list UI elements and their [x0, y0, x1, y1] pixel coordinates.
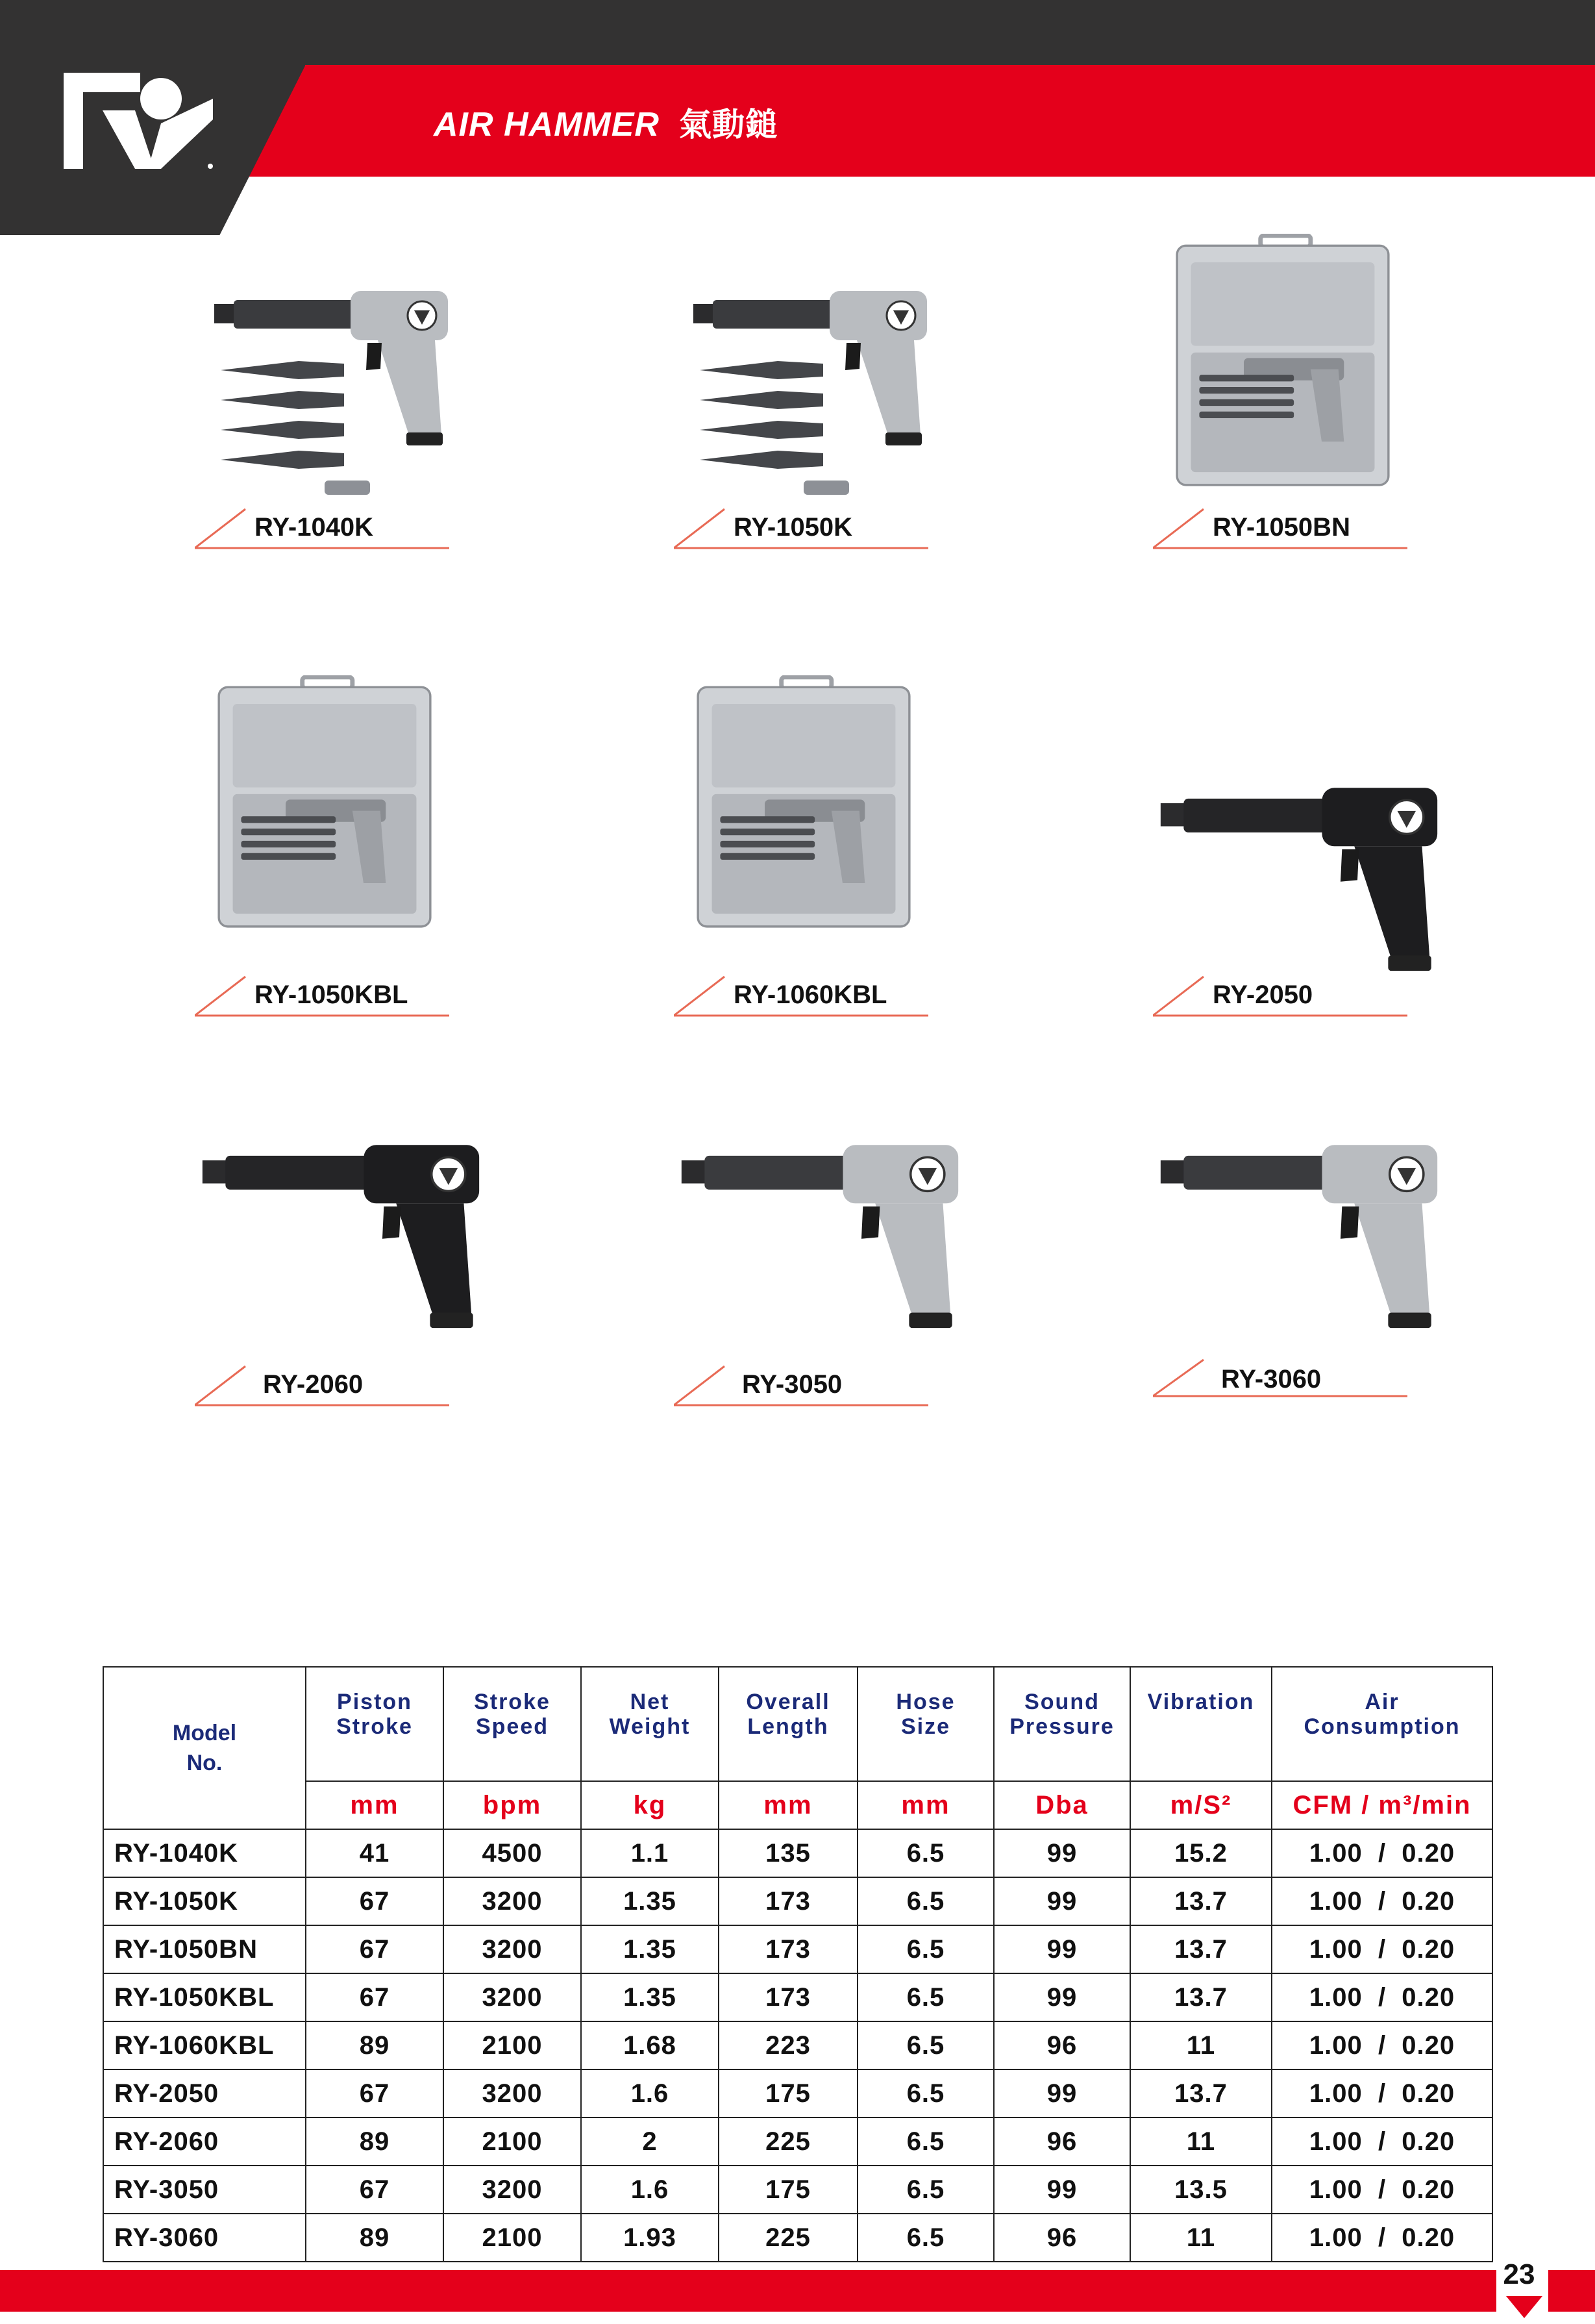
product-model-label: RY-3060 — [1221, 1365, 1322, 1393]
value-cell: 13.5 — [1130, 2166, 1272, 2214]
value-cell: 1.00 / 0.20 — [1272, 2069, 1492, 2118]
column-header: Sound Pressure — [994, 1667, 1130, 1781]
column-header: Piston Stroke — [306, 1667, 443, 1781]
value-cell: 89 — [306, 2021, 443, 2069]
page-number: 23 — [1503, 2258, 1535, 2290]
spec-table — [103, 1666, 1493, 2262]
unit-header: kg — [581, 1781, 719, 1829]
model-cell: RY-2060 — [103, 2118, 306, 2166]
value-cell: 11 — [1130, 2214, 1272, 2262]
page-arrow-icon — [1506, 2296, 1542, 2318]
model-cell: RY-1050K — [103, 1877, 306, 1925]
product-model-label: RY-1050K — [734, 513, 853, 542]
model-cell: RY-3050 — [103, 2166, 306, 2214]
value-cell: 225 — [719, 2214, 858, 2262]
product-model-label: RY-3050 — [742, 1370, 843, 1399]
unit-header: bpm — [443, 1781, 581, 1829]
value-cell: 135 — [719, 1829, 858, 1877]
unit-header: mm — [306, 1781, 443, 1829]
value-cell: 89 — [306, 2118, 443, 2166]
value-cell: 3200 — [443, 1877, 581, 1925]
product-image — [674, 1123, 966, 1331]
product-image — [208, 273, 480, 506]
value-cell: 13.7 — [1130, 2069, 1272, 2118]
value-cell: 96 — [994, 2118, 1130, 2166]
value-cell: 1.93 — [581, 2214, 719, 2262]
value-cell: 6.5 — [858, 2166, 994, 2214]
column-header: Overall Length — [719, 1667, 858, 1781]
value-cell: 1.00 / 0.20 — [1272, 1925, 1492, 1973]
unit-header: mm — [719, 1781, 858, 1829]
value-cell: 1.00 / 0.20 — [1272, 2166, 1492, 2214]
product-image — [195, 1123, 487, 1331]
value-cell: 3200 — [443, 2069, 581, 2118]
product-model-label: RY-1060KBL — [734, 981, 887, 1009]
value-cell: 1.00 / 0.20 — [1272, 2214, 1492, 2262]
value-cell: 1.00 / 0.20 — [1272, 2118, 1492, 2166]
value-cell: 1.35 — [581, 1973, 719, 2021]
model-cell: RY-3060 — [103, 2214, 306, 2262]
value-cell: 1.6 — [581, 2166, 719, 2214]
value-cell: 99 — [994, 1973, 1130, 2021]
column-header: Vibration — [1130, 1667, 1272, 1781]
unit-header: m/S² — [1130, 1781, 1272, 1829]
value-cell: 2100 — [443, 2021, 581, 2069]
value-cell: 223 — [719, 2021, 858, 2069]
value-cell: 13.7 — [1130, 1877, 1272, 1925]
model-cell: RY-1040K — [103, 1829, 306, 1877]
unit-header: Dba — [994, 1781, 1130, 1829]
value-cell: 6.5 — [858, 2214, 994, 2262]
value-cell: 11 — [1130, 2021, 1272, 2069]
value-cell: 6.5 — [858, 1877, 994, 1925]
value-cell: 41 — [306, 1829, 443, 1877]
column-header: Net Weight — [581, 1667, 719, 1781]
value-cell: 173 — [719, 1925, 858, 1973]
value-cell: 2100 — [443, 2118, 581, 2166]
table-row — [103, 1925, 1492, 1973]
value-cell: 67 — [306, 1877, 443, 1925]
product-image — [208, 675, 441, 935]
value-cell: 1.00 / 0.20 — [1272, 2021, 1492, 2069]
value-cell: 1.35 — [581, 1877, 719, 1925]
value-cell: 99 — [994, 2069, 1130, 2118]
footer-band — [0, 2270, 1595, 2312]
table-row — [103, 1829, 1492, 1877]
table-row — [103, 1877, 1492, 1925]
value-cell: 6.5 — [858, 2118, 994, 2166]
value-cell: 99 — [994, 2166, 1130, 2214]
value-cell: 173 — [719, 1973, 858, 2021]
table-row — [103, 2166, 1492, 2214]
column-header: Air Consumption — [1272, 1667, 1492, 1781]
value-cell: 15.2 — [1130, 1829, 1272, 1877]
value-cell: 1.00 / 0.20 — [1272, 1973, 1492, 2021]
value-cell: 13.7 — [1130, 1973, 1272, 2021]
value-cell: 173 — [719, 1877, 858, 1925]
value-cell: 4500 — [443, 1829, 581, 1877]
value-cell: 1.1 — [581, 1829, 719, 1877]
value-cell: 1.6 — [581, 2069, 719, 2118]
value-cell: 175 — [719, 2069, 858, 2118]
product-image — [687, 675, 921, 935]
product-model-label: RY-2050 — [1213, 981, 1313, 1009]
value-cell: 67 — [306, 1973, 443, 2021]
model-cell: RY-2050 — [103, 2069, 306, 2118]
table-row — [103, 2118, 1492, 2166]
value-cell: 3200 — [443, 2166, 581, 2214]
value-cell: 3200 — [443, 1925, 581, 1973]
value-cell: 1.00 / 0.20 — [1272, 1877, 1492, 1925]
product-model-label: RY-1050BN — [1213, 513, 1350, 542]
model-header — [103, 1667, 306, 1829]
product-image — [687, 273, 959, 506]
product-model-label: RY-1040K — [254, 513, 374, 542]
table-row — [103, 2021, 1492, 2069]
table-row — [103, 2069, 1492, 2118]
value-cell: 2 — [581, 2118, 719, 2166]
value-cell: 96 — [994, 2214, 1130, 2262]
value-cell: 99 — [994, 1829, 1130, 1877]
ry-brand-logo-icon — [64, 73, 213, 169]
value-cell: 1.00 / 0.20 — [1272, 1829, 1492, 1877]
value-cell: 11 — [1130, 2118, 1272, 2166]
model-header-line1: Model — [172, 1721, 237, 1745]
model-header-line2: No. — [186, 1751, 223, 1775]
value-cell: 1.68 — [581, 2021, 719, 2069]
value-cell: 6.5 — [858, 2069, 994, 2118]
model-cell: RY-1060KBL — [103, 2021, 306, 2069]
value-cell: 225 — [719, 2118, 858, 2166]
product-model-label: RY-1050KBL — [254, 981, 408, 1009]
value-cell: 13.7 — [1130, 1925, 1272, 1973]
column-header: Stroke Speed — [443, 1667, 581, 1781]
value-cell: 2100 — [443, 2214, 581, 2262]
value-cell: 89 — [306, 2214, 443, 2262]
value-cell: 67 — [306, 2069, 443, 2118]
value-cell: 67 — [306, 1925, 443, 1973]
value-cell: 67 — [306, 2166, 443, 2214]
title-cn: 氣動鎚 — [678, 106, 778, 143]
value-cell: 99 — [994, 1925, 1130, 1973]
unit-header: mm — [858, 1781, 994, 1829]
value-cell: 6.5 — [858, 1973, 994, 2021]
value-cell: 3200 — [443, 1973, 581, 2021]
product-model-label: RY-2060 — [263, 1370, 364, 1399]
table-row — [103, 1973, 1492, 2021]
page-title — [434, 99, 778, 145]
value-cell: 6.5 — [858, 1925, 994, 1973]
title-en: AIR HAMMER — [434, 106, 660, 144]
model-cell: RY-1050KBL — [103, 1973, 306, 2021]
value-cell: 175 — [719, 2166, 858, 2214]
model-cell: RY-1050BN — [103, 1925, 306, 1973]
table-row — [103, 2214, 1492, 2262]
column-header: Hose Size — [858, 1667, 994, 1781]
product-image — [1153, 1123, 1445, 1331]
value-cell: 6.5 — [858, 1829, 994, 1877]
value-cell: 6.5 — [858, 2021, 994, 2069]
product-image — [1153, 766, 1445, 974]
unit-header: CFM / m³/min — [1272, 1781, 1492, 1829]
value-cell: 96 — [994, 2021, 1130, 2069]
value-cell: 1.35 — [581, 1925, 719, 1973]
product-image — [1166, 234, 1400, 494]
value-cell: 99 — [994, 1877, 1130, 1925]
